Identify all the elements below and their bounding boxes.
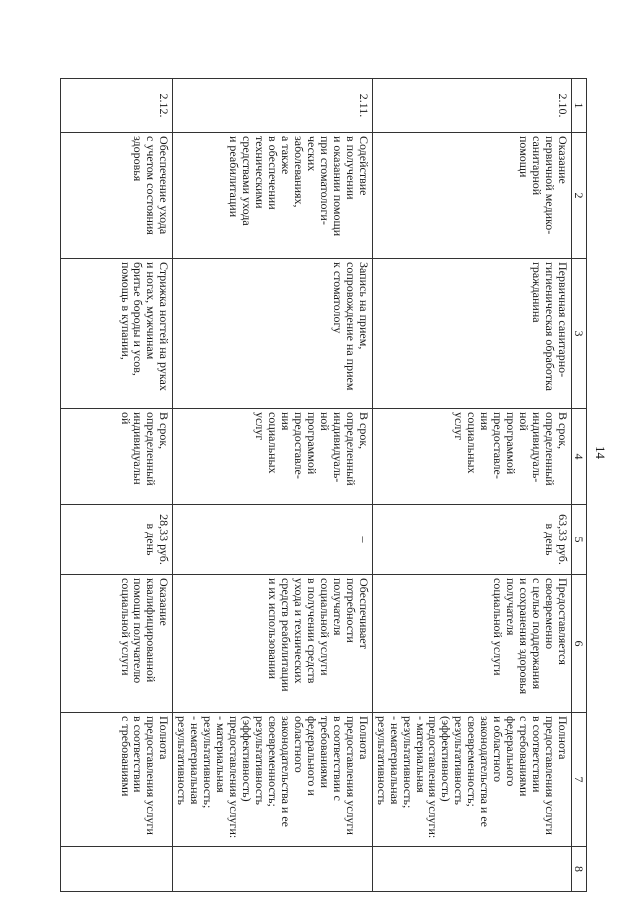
service-name: Обеспечение ухода с учетом состояния здоровья: [61, 133, 173, 259]
service-term: В срок, определенный индивидуаль- ной программой предоставле- ния социальных услуг: [173, 409, 372, 505]
service-conditions: Предоставляется своевременно с целью поддержания и сохранения здоровья получателя социальной услуги: [372, 575, 571, 713]
table-row: [372, 79, 571, 892]
service-quality: Полнота предоставления услуги в соответствии с требованиями федерального и областного законодательства и ее своевременность; результативность (эффективность) предоставления услуги: - материальная результативность; - нематериальная результативность: [173, 713, 372, 847]
service-quality: Полнота предоставления услуги в соответствии с требованиями федерального и областного законодательства и ее своевременность; результативность (эффективность) предоставления услуги: - материальная результативность; - нематериальная результативность: [372, 713, 571, 847]
service-conditions: Оказание квалифицированной помощи получателю социальной услуги: [61, 575, 173, 713]
row-number: 2.10.: [372, 79, 571, 133]
column-8-cell: [61, 847, 173, 892]
services-table: [60, 78, 587, 892]
service-term: В срок, определенный индивидуальн ой: [61, 409, 173, 505]
column-number: 1: [572, 79, 587, 133]
page-number: 14: [593, 446, 608, 459]
service-conditions: Обеспечивает потребности получателя социальной услуги в получении средств ухода и технических средств реабилитации и их использовании: [173, 575, 372, 713]
column-number: 7: [572, 713, 587, 847]
row-number: 2.12.: [61, 79, 173, 133]
service-price: –: [173, 505, 372, 575]
service-name: Содействие в получении и оказании помощи при стоматологи- ческих заболеваниях, а также в обеспечении техническими средствами ухода и реабилитации: [173, 133, 372, 259]
column-number: 4: [572, 409, 587, 505]
column-number-row: [572, 79, 587, 892]
column-number: 5: [572, 505, 587, 575]
service-name: Оказание первичной медико- санитарной помощи: [372, 133, 571, 259]
column-8-cell: [372, 847, 571, 892]
column-number: 3: [572, 259, 587, 409]
column-8-cell: [173, 847, 372, 892]
service-content: Стрижка ногтей на руках и ногах, мужчинам бритье бороды и усов, помощь в купании,: [61, 259, 173, 409]
table-row: [173, 79, 372, 892]
row-number: 2.11.: [173, 79, 372, 133]
column-number: 2: [572, 133, 587, 259]
service-price: 63,33 руб. в день: [372, 505, 571, 575]
column-number: 8: [572, 847, 587, 892]
column-number: 6: [572, 575, 587, 713]
service-term: В срок, определенный индивидуаль- ной программой предоставле- ния социальных услуг: [372, 409, 571, 505]
service-price: 28,33 руб. в день: [61, 505, 173, 575]
table-row: [61, 79, 173, 892]
service-quality: Полнота предоставления услуги в соответствии с требованиями: [61, 713, 173, 847]
service-content: Запись на прием, сопровождение на прием к стоматологу: [173, 259, 372, 409]
service-content: Первичная санитарно- гигиеническая обработка гражданина: [372, 259, 571, 409]
